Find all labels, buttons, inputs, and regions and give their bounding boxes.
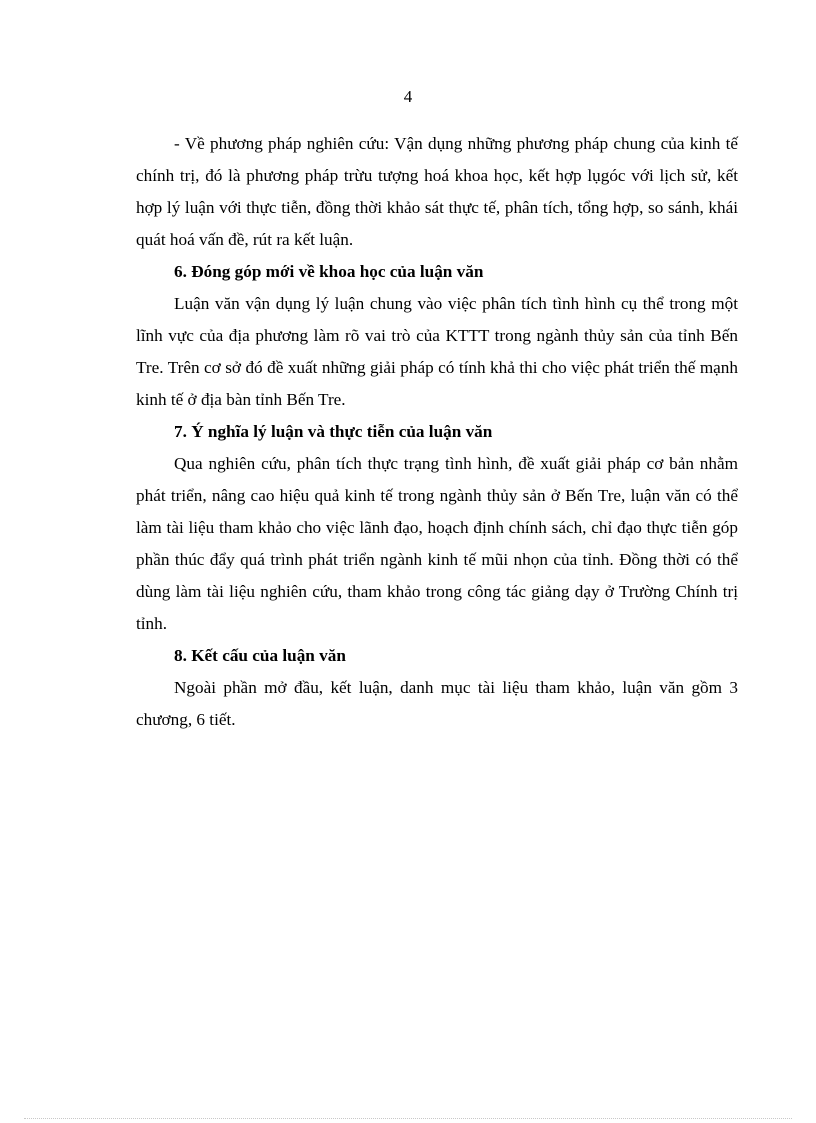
page-number: 4 [403,87,413,106]
research-method-paragraph: - Về phương pháp nghiên cứu: Vận dụng những phương pháp chung của kinh tế chính trị, đó là phương pháp trừu tượng hoá khoa học, kết hợp lụgóc với lịch sử, kết hợp lý luận với thực tiễn, đồng thời khảo sát thực tế, phân tích, tổng hợp, so sánh, khái quát hoá vấn đề, rút ra kết luận. [136,134,738,249]
section-7-paragraph: Qua nghiên cứu, phân tích thực trạng tình hình, đề xuất giải pháp cơ bản nhằm phát triển, nâng cao hiệu quả kinh tế trong ngành thủy sản ở Bến Tre, luận văn có thể làm tài liệu tham khảo cho việc lãnh đạo, hoạch định chính sách, chỉ đạo thực tiễn góp phần thúc đẩy quá trình phát triển ngành kinh tế mũi nhọn của tỉnh. Đồng thời có thể dùng làm tài liệu nghiên cứu, tham khảo trong công tác giảng dạy ở Trường Chính trị tỉnh. [136,454,738,633]
document-body [136,128,738,736]
section-8-heading: 8. Kết cấu của luận văn [174,646,346,665]
section-7-heading: 7. Ý nghĩa lý luận và thực tiễn của luận văn [174,422,493,441]
section-6-paragraph: Luận văn vận dụng lý luận chung vào việc phân tích tình hình cụ thể trong một lĩnh vực của địa phương làm rõ vai trò của KTTT trong ngành thủy sản của tỉnh Bến Tre. Trên cơ sở đó đề xuất những giải pháp có tính khả thi cho việc phát triển thế mạnh kinh tế ở địa bàn tỉnh Bến Tre. [136,294,738,409]
section-8-paragraph: Ngoài phần mở đầu, kết luận, danh mục tài liệu tham khảo, luận văn gồm 3 chương, 6 tiết. [136,678,738,729]
section-6-heading: 6. Đóng góp mới về khoa học của luận văn [174,262,484,281]
page-bottom-border [24,1118,792,1119]
